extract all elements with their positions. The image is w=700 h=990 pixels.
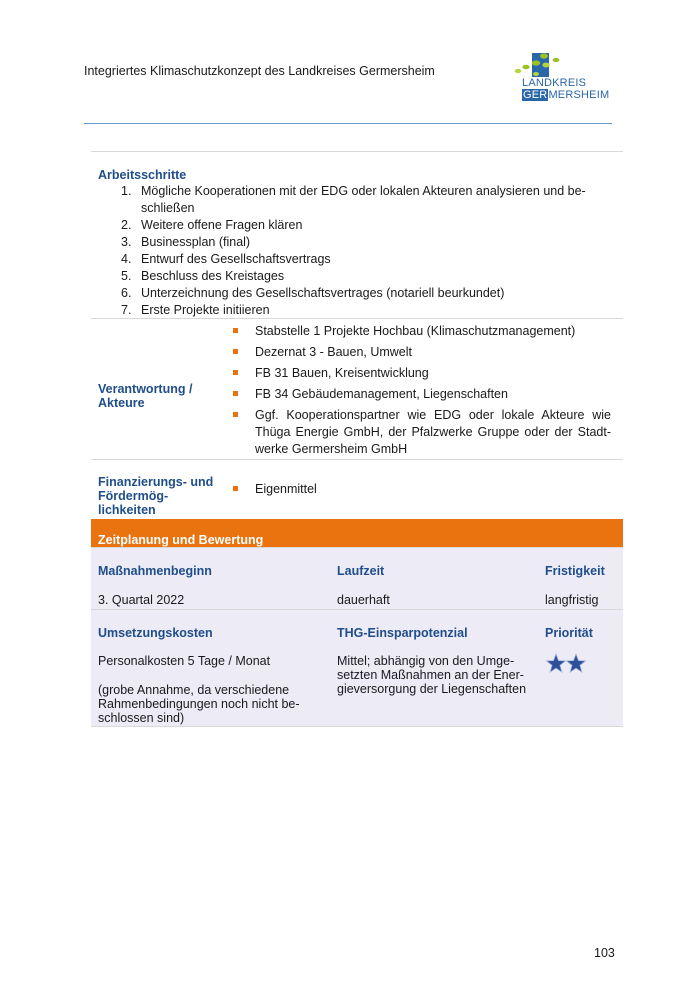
measure-table — [91, 151, 623, 727]
step-number: 4. — [121, 252, 132, 266]
logo-line-2 — [522, 89, 609, 101]
step-number: 2. — [121, 218, 132, 232]
financing-row — [91, 460, 623, 519]
step-text: Erste Projekte initiieren — [141, 303, 270, 317]
duration-label: Laufzeit — [337, 564, 385, 578]
step-text: Entwurf des Gesellschaftsvertrags — [141, 252, 331, 266]
actor-text: FB 34 Gebäudemanagement, Liegenschaften — [255, 387, 508, 401]
financing-text: Eigenmittel — [255, 482, 317, 496]
logo-line-2-highlight: GER — [523, 89, 548, 101]
timing-section-header — [91, 519, 623, 548]
star-icon — [566, 654, 585, 672]
bullet-square-icon — [233, 328, 238, 333]
step-text: Mögliche Kooperationen mit der EDG oder lokalen Akteuren analysieren und be-schließen — [141, 184, 586, 215]
bullet-square-icon — [233, 370, 238, 375]
step-text: Beschluss des Kreistages — [141, 269, 285, 283]
step-text: Weitere offene Fragen klären — [141, 218, 303, 232]
bullet-square-icon — [233, 391, 238, 396]
list-item — [233, 365, 611, 382]
list-item — [233, 323, 611, 340]
timing-section-title: Zeitplanung und Bewertung — [98, 533, 264, 547]
list-item — [121, 217, 611, 234]
duration-value: dauerhaft — [337, 593, 390, 607]
list-item — [233, 386, 611, 403]
step-number: 3. — [121, 235, 132, 249]
thg-label: THG-Einsparpotenzial — [337, 626, 468, 640]
financing-label: Finanzierungs- und Fördermög-lichkeiten — [98, 475, 214, 517]
start-value: 3. Quartal 2022 — [98, 593, 185, 607]
timing-row — [91, 548, 623, 610]
bullet-square-icon — [233, 412, 238, 417]
actor-text: Ggf. Kooperationspartner wie EDG oder lokale Akteure wie Thüga Energie GmbH, der Pfalzwerke Gruppe oder der Stadt-werke Germersheim GmbH — [255, 408, 611, 456]
work-steps-row — [91, 152, 623, 319]
step-number: 5. — [121, 269, 132, 283]
list-item — [121, 234, 611, 251]
list-item — [233, 481, 611, 498]
actor-text: Dezernat 3 - Bauen, Umwelt — [255, 345, 413, 359]
cost-label: Umsetzungskosten — [98, 626, 213, 640]
work-steps-list — [121, 183, 611, 319]
step-number: 1. — [121, 184, 132, 198]
priority-stars — [545, 653, 605, 675]
logo-wordmark — [522, 77, 609, 101]
bullet-square-icon — [233, 486, 238, 491]
cost-value: Personalkosten 5 Tage / Monat — [98, 654, 271, 668]
term-label: Fristigkeit — [545, 564, 605, 578]
work-steps-label: Arbeitsschritte — [98, 168, 187, 182]
start-label: Maßnahmenbeginn — [98, 564, 212, 578]
document-title: Integriertes Klimaschutzkonzept des Landkreises Germersheim — [84, 64, 435, 78]
list-item — [233, 407, 611, 458]
priority-label: Priorität — [545, 626, 593, 640]
step-text: Unterzeichnung des Gesellschaftsvertrages (notariell beurkundet) — [141, 286, 505, 300]
actor-text: Stabstelle 1 Projekte Hochbau (Klimaschutzmanagement) — [255, 324, 576, 338]
step-text: Businessplan (final) — [141, 235, 251, 249]
header-divider — [84, 123, 612, 124]
thg-value: Mittel; abhängig von den Umge-setzten Maßnahmen an der Ener-gieversorgung der Liegenschaften — [337, 654, 527, 696]
responsibility-row — [91, 319, 623, 460]
cost-note: (grobe Annahme, da verschiedene Rahmenbedingungen noch nicht be-schlossen sind) — [98, 683, 300, 725]
page-number: 103 — [594, 946, 615, 960]
term-value: langfristig — [545, 593, 599, 607]
step-number: 6. — [121, 286, 132, 300]
bullet-square-icon — [233, 349, 238, 354]
list-item — [121, 285, 611, 302]
actor-text: FB 31 Bauen, Kreisentwicklung — [255, 366, 429, 380]
list-item — [121, 302, 611, 319]
logo-line-1: LANDKREIS — [522, 77, 587, 89]
responsibility-list — [233, 323, 611, 462]
step-number: 7. — [121, 303, 132, 317]
cost-cell — [98, 654, 313, 725]
responsibility-label: Verantwortung / Akteure — [98, 382, 193, 410]
star-icon — [546, 654, 565, 672]
list-item — [121, 268, 611, 285]
list-item — [121, 183, 611, 217]
list-item — [233, 344, 611, 361]
list-item — [121, 251, 611, 268]
logo-line-2-rest: MERSHEIM — [548, 89, 610, 101]
financing-list — [233, 481, 611, 502]
landkreis-logo — [512, 50, 622, 106]
assessment-row — [91, 610, 623, 727]
